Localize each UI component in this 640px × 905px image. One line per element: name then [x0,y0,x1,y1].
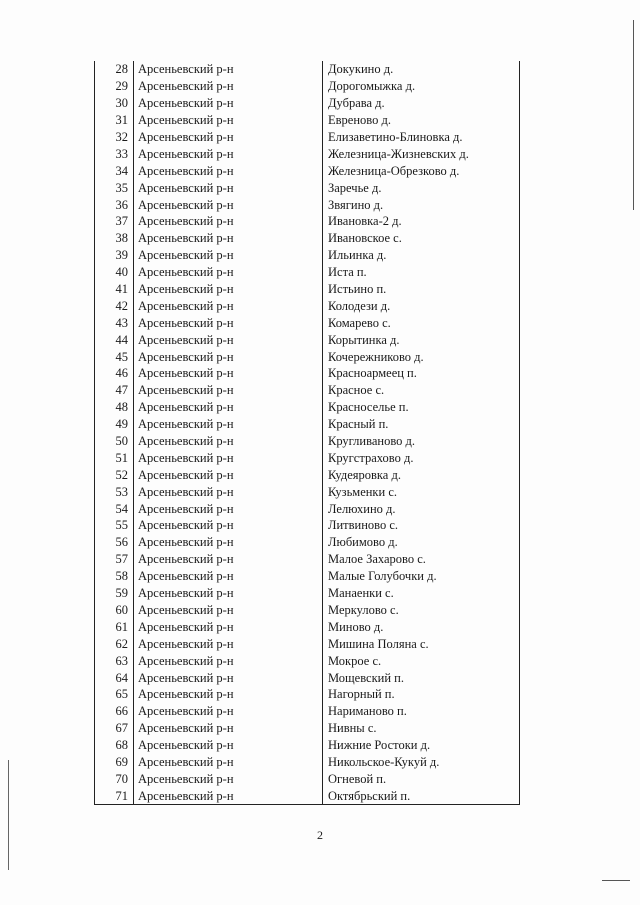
district-name: Арсеньевский р-н [134,382,323,399]
settlement-name: Елизаветино-Блиновка д. [323,129,520,146]
row-number: 65 [95,686,134,703]
table-row [95,196,520,213]
settlement-name: Кузьменки с. [323,483,520,500]
table-row [95,551,520,568]
row-number: 35 [95,179,134,196]
district-name: Арсеньевский р-н [134,483,323,500]
settlement-name: Литвиново с. [323,517,520,534]
district-name: Арсеньевский р-н [134,568,323,585]
district-name: Арсеньевский р-н [134,230,323,247]
settlement-name: Нивны с. [323,720,520,737]
row-number: 42 [95,297,134,314]
row-number: 57 [95,551,134,568]
row-number: 58 [95,568,134,585]
page-number: 2 [317,828,323,842]
table-row [95,770,520,787]
settlement-name: Огневой п. [323,770,520,787]
settlement-name: Ильинка д. [323,247,520,264]
settlement-name: Красное с. [323,382,520,399]
district-name: Арсеньевский р-н [134,95,323,112]
row-number: 48 [95,399,134,416]
table-row [95,703,520,720]
settlement-name: Нижние Ростоки д. [323,737,520,754]
table-row [95,365,520,382]
table-row [95,449,520,466]
table-row [95,297,520,314]
row-number: 70 [95,770,134,787]
table-body [95,61,520,805]
settlement-name: Мощевский п. [323,669,520,686]
settlement-name: Кочережниково д. [323,348,520,365]
district-name: Арсеньевский р-н [134,213,323,230]
row-number: 68 [95,737,134,754]
district-name: Арсеньевский р-н [134,602,323,619]
settlement-name: Мокрое с. [323,652,520,669]
table-row [95,78,520,95]
table-row [95,281,520,298]
settlements-table [94,61,520,805]
settlement-name: Ивановка-2 д. [323,213,520,230]
settlement-name: Манаенки с. [323,585,520,602]
settlement-name: Дорогомыжка д. [323,78,520,95]
table-row [95,230,520,247]
table-row [95,635,520,652]
district-name: Арсеньевский р-н [134,61,323,78]
district-name: Арсеньевский р-н [134,787,323,804]
district-name: Арсеньевский р-н [134,585,323,602]
table-row [95,112,520,129]
row-number: 59 [95,585,134,602]
row-number: 31 [95,112,134,129]
table-row [95,500,520,517]
row-number: 67 [95,720,134,737]
district-name: Арсеньевский р-н [134,264,323,281]
row-number: 60 [95,602,134,619]
settlement-name: Дубрава д. [323,95,520,112]
row-number: 63 [95,652,134,669]
settlement-name: Кругливаново д. [323,433,520,450]
settlement-name: Комарево с. [323,314,520,331]
row-number: 52 [95,466,134,483]
row-number: 47 [95,382,134,399]
table-row [95,652,520,669]
table-row [95,534,520,551]
table-row [95,686,520,703]
table-row [95,466,520,483]
district-name: Арсеньевский р-н [134,737,323,754]
district-name: Арсеньевский р-н [134,449,323,466]
table-row [95,669,520,686]
district-name: Арсеньевский р-н [134,652,323,669]
scan-border-line [602,880,630,881]
district-name: Арсеньевский р-н [134,500,323,517]
settlement-name: Нариманово п. [323,703,520,720]
district-name: Арсеньевский р-н [134,247,323,264]
district-name: Арсеньевский р-н [134,162,323,179]
row-number: 46 [95,365,134,382]
settlement-name: Звягино д. [323,196,520,213]
table-row [95,145,520,162]
table-row [95,737,520,754]
district-name: Арсеньевский р-н [134,770,323,787]
table-row [95,433,520,450]
table-row [95,162,520,179]
district-name: Арсеньевский р-н [134,635,323,652]
district-name: Арсеньевский р-н [134,551,323,568]
table-row [95,602,520,619]
row-number: 29 [95,78,134,95]
settlement-name: Мишина Поляна с. [323,635,520,652]
settlement-name: Малые Голубочки д. [323,568,520,585]
table-row [95,179,520,196]
row-number: 36 [95,196,134,213]
settlement-name: Лелюхино д. [323,500,520,517]
row-number: 61 [95,618,134,635]
table-row [95,618,520,635]
row-number: 51 [95,449,134,466]
row-number: 49 [95,416,134,433]
settlement-name: Красноселье п. [323,399,520,416]
settlement-name: Любимово д. [323,534,520,551]
table-row [95,754,520,771]
table-row [95,331,520,348]
settlement-name: Меркулово с. [323,602,520,619]
row-number: 41 [95,281,134,298]
settlement-name: Кудеяровка д. [323,466,520,483]
district-name: Арсеньевский р-н [134,720,323,737]
settlement-name: Красный п. [323,416,520,433]
settlement-name: Докукино д. [323,61,520,78]
district-name: Арсеньевский р-н [134,517,323,534]
row-number: 64 [95,669,134,686]
settlement-name: Иста п. [323,264,520,281]
district-name: Арсеньевский р-н [134,281,323,298]
row-number: 53 [95,483,134,500]
table-row [95,61,520,78]
settlement-name: Никольское-Кукуй д. [323,754,520,771]
table-row [95,720,520,737]
district-name: Арсеньевский р-н [134,466,323,483]
settlement-name: Миново д. [323,618,520,635]
settlement-name: Октябрьский п. [323,787,520,804]
table-row [95,95,520,112]
scan-border-line [633,20,634,210]
settlement-name: Кругстрахово д. [323,449,520,466]
row-number: 44 [95,331,134,348]
district-name: Арсеньевский р-н [134,534,323,551]
row-number: 37 [95,213,134,230]
settlement-name: Корытинка д. [323,331,520,348]
table-row [95,213,520,230]
district-name: Арсеньевский р-н [134,703,323,720]
row-number: 38 [95,230,134,247]
district-name: Арсеньевский р-н [134,112,323,129]
row-number: 62 [95,635,134,652]
row-number: 40 [95,264,134,281]
district-name: Арсеньевский р-н [134,145,323,162]
district-name: Арсеньевский р-н [134,196,323,213]
row-number: 69 [95,754,134,771]
settlement-name: Евреново д. [323,112,520,129]
table-row [95,568,520,585]
row-number: 50 [95,433,134,450]
row-number: 66 [95,703,134,720]
row-number: 43 [95,314,134,331]
settlement-name: Нагорный п. [323,686,520,703]
settlement-name: Ивановское с. [323,230,520,247]
district-name: Арсеньевский р-н [134,348,323,365]
table-row [95,787,520,804]
district-name: Арсеньевский р-н [134,78,323,95]
row-number: 39 [95,247,134,264]
table-row [95,264,520,281]
scan-border-line [8,760,9,870]
table-row [95,348,520,365]
district-name: Арсеньевский р-н [134,399,323,416]
row-number: 54 [95,500,134,517]
settlement-name: Заречье д. [323,179,520,196]
district-name: Арсеньевский р-н [134,179,323,196]
district-name: Арсеньевский р-н [134,754,323,771]
settlement-name: Железница-Обрезково д. [323,162,520,179]
settlement-name: Красноармеец п. [323,365,520,382]
row-number: 30 [95,95,134,112]
settlement-name: Колодези д. [323,297,520,314]
district-name: Арсеньевский р-н [134,669,323,686]
table-row [95,399,520,416]
table-row [95,382,520,399]
row-number: 28 [95,61,134,78]
row-number: 71 [95,787,134,804]
district-name: Арсеньевский р-н [134,686,323,703]
settlements-table-container [94,61,520,805]
table-row [95,129,520,146]
district-name: Арсеньевский р-н [134,331,323,348]
settlement-name: Малое Захарово с. [323,551,520,568]
district-name: Арсеньевский р-н [134,618,323,635]
row-number: 32 [95,129,134,146]
table-row [95,517,520,534]
settlement-name: Истьино п. [323,281,520,298]
row-number: 55 [95,517,134,534]
row-number: 56 [95,534,134,551]
district-name: Арсеньевский р-н [134,416,323,433]
table-row [95,247,520,264]
table-row [95,585,520,602]
district-name: Арсеньевский р-н [134,365,323,382]
district-name: Арсеньевский р-н [134,129,323,146]
district-name: Арсеньевский р-н [134,297,323,314]
row-number: 45 [95,348,134,365]
table-row [95,483,520,500]
settlement-name: Железница-Жизневских д. [323,145,520,162]
row-number: 34 [95,162,134,179]
row-number: 33 [95,145,134,162]
district-name: Арсеньевский р-н [134,433,323,450]
table-row [95,314,520,331]
table-row [95,416,520,433]
district-name: Арсеньевский р-н [134,314,323,331]
